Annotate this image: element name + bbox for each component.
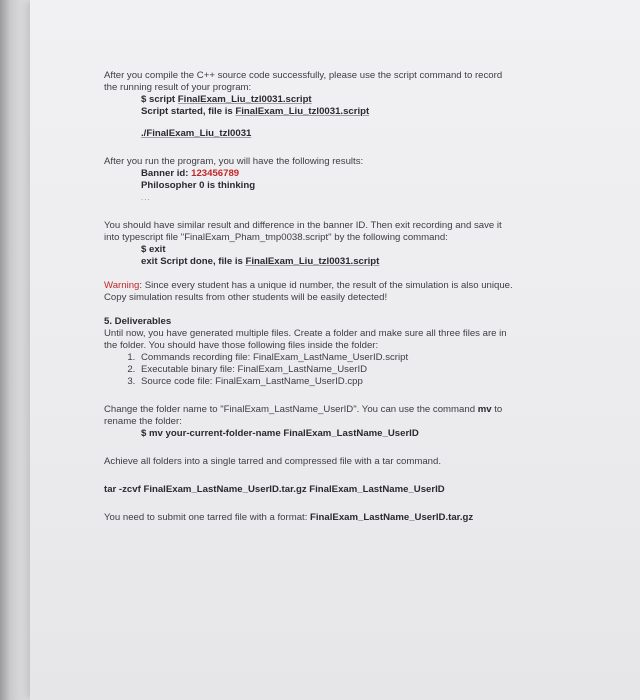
deliverables-file-list	[104, 352, 584, 388]
exit-done-prefix: exit Script done, file is	[141, 256, 246, 267]
banner-id-line	[104, 168, 584, 180]
run-results-intro: After you run the program, you will have the following results:	[104, 156, 364, 167]
script-command-prefix: $ script	[141, 94, 178, 105]
archive-instruction: Achieve all folders into a single tarred and compressed file with a tar command.	[104, 456, 442, 467]
run-command-text: ./FinalExam_Liu_tzl0031	[141, 128, 252, 139]
warning-label: Warning	[104, 280, 140, 291]
document-content	[104, 70, 584, 524]
rename-line2: rename the folder:	[104, 416, 182, 427]
exit-instruction-line1: You should have similar result and difference in the banner ID. Then exit recording and save it	[104, 220, 502, 231]
warning-line2: Copy simulation results from other students will be easily detected!	[104, 292, 388, 303]
compile-instruction	[104, 70, 584, 94]
script-started-prefix: Script started, file is	[141, 106, 236, 117]
script-started-line	[104, 106, 584, 118]
warning-text: : Since every student has a unique id number, the result of the simulation is also unique.	[139, 280, 513, 291]
script-command-file: FinalExam_Liu_tzl0031.script	[177, 94, 312, 105]
banner-id-value: 123456789	[191, 168, 240, 179]
submit-file: FinalExam_LastName_UserID.tar.gz	[310, 512, 474, 523]
ellipsis: ...	[141, 193, 151, 202]
rename-line1-c: to	[491, 404, 503, 415]
exit-instruction-line2: into typescript file "FinalExam_Pham_tmp0038.script" by the following command:	[104, 232, 448, 243]
script-started-file: FinalExam_Liu_tzl0031.script	[235, 106, 370, 117]
run-command	[104, 128, 584, 140]
banner-id-label: Banner id:	[141, 168, 192, 179]
script-command	[104, 94, 584, 106]
exit-command: $ exit	[141, 244, 166, 255]
mv-command: $ mv your-current-folder-name FinalExam_LastName_UserID	[141, 428, 419, 439]
deliverables-intro	[104, 328, 584, 352]
deliverables-line2: the folder. You should have those following files inside the folder:	[104, 340, 379, 351]
exit-instruction	[104, 220, 584, 244]
deliverables-line1: Until now, you have generated multiple files. Create a folder and make sure all three files are in	[104, 328, 507, 339]
submit-instruction	[104, 512, 584, 524]
rename-mv-keyword: mv	[477, 404, 492, 415]
exit-done-file: FinalExam_Liu_tzl0031.script	[245, 256, 380, 267]
compile-instruction-line1: After you compile the C++ source code successfully, please use the script command to record	[104, 70, 503, 81]
exit-done-line	[104, 256, 584, 268]
philosopher-line: Philosopher 0 is thinking	[141, 180, 256, 191]
list-item: 3. Source code file: FinalExam_LastName_UserID.cpp	[138, 376, 584, 388]
tar-command: tar -zcvf FinalExam_LastName_UserID.tar.gz FinalExam_LastName_UserID	[104, 484, 445, 495]
list-item: 1. Commands recording file: FinalExam_LastName_UserID.script	[138, 352, 584, 364]
warning-paragraph	[104, 280, 584, 304]
rename-line1-a: Change the folder name to "FinalExam_LastName_UserID". You can use the command	[104, 404, 478, 415]
list-item: 2. Executable binary file: FinalExam_LastName_UserID	[138, 364, 584, 376]
compile-instruction-line2: the running result of your program:	[104, 82, 252, 93]
deliverables-heading: 5. Deliverables	[104, 316, 172, 327]
submit-prefix: You need to submit one tarred file with a format:	[104, 512, 311, 523]
rename-instruction	[104, 404, 584, 428]
